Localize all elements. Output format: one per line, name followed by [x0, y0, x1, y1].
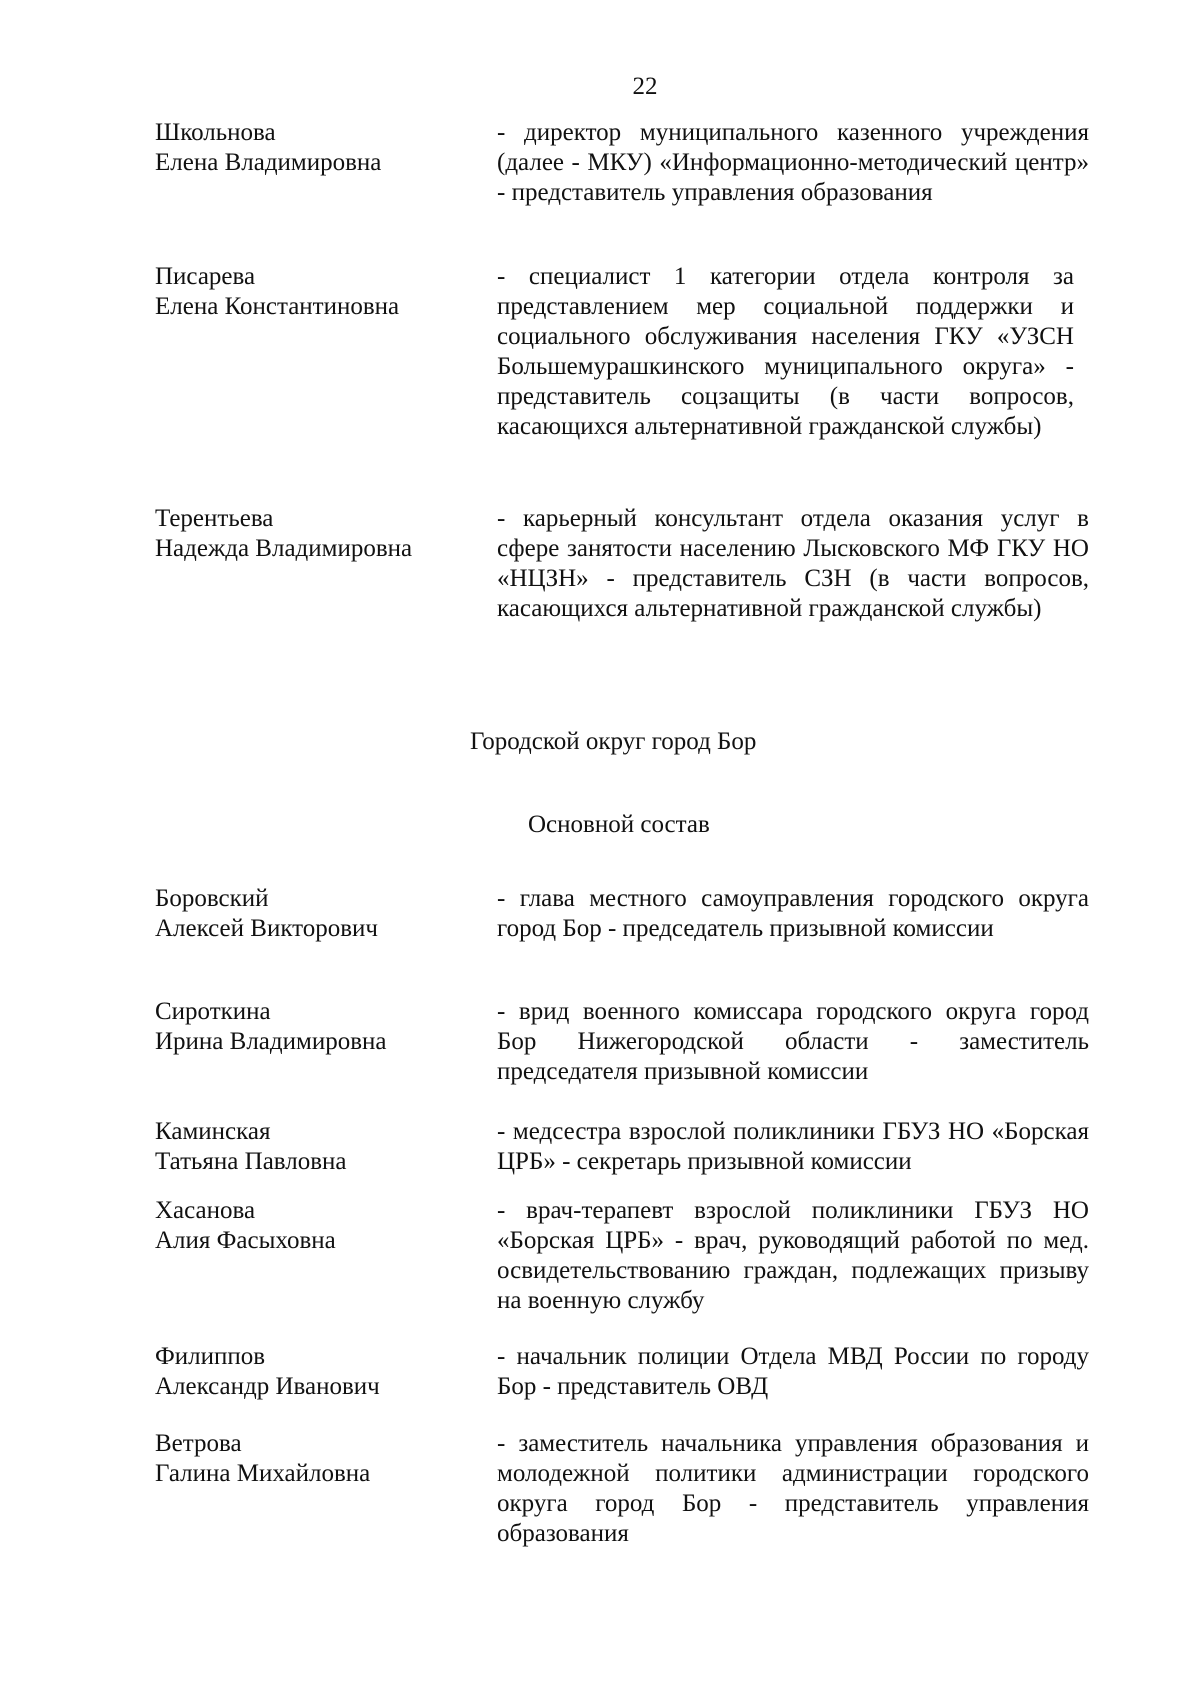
member-given-names: Ирина Владимировна — [155, 1028, 387, 1055]
member-role: - заместитель начальника управления образования и молодежной политики администрации городского округа город Бор - представитель управления образования — [497, 1430, 1089, 1547]
member-given-names: Елена Константиновна — [155, 293, 400, 320]
member-role: - директор муниципального казенного учреждения (далее - МКУ) «Информационно-методический центр» - представитель управления образования — [497, 119, 1089, 206]
member-given-names: Надежда Владимировна — [155, 535, 413, 562]
member-surname: Каминская — [155, 1118, 271, 1145]
member-surname: Ветрова — [155, 1430, 242, 1457]
member-name — [155, 884, 475, 944]
member-surname: Писарева — [155, 263, 256, 290]
member-given-names: Александр Иванович — [155, 1373, 380, 1400]
member-given-names: Галина Михайловна — [155, 1460, 371, 1487]
page-number: 22 — [632, 73, 658, 100]
member-name — [155, 1429, 475, 1489]
member-given-names: Алия Фасыховна — [155, 1227, 336, 1254]
member-surname: Филиппов — [155, 1343, 266, 1370]
member-name — [155, 118, 475, 178]
member-role: - врач-терапевт взрослой поликлиники ГБУЗ НО «Борская ЦРБ» - врач, руководящий работой по мед. освидетельствованию граждан, подлежащих призыву на военную службу — [497, 1197, 1089, 1314]
member-role: - врид военного комиссара городского округа город Бор Нижегородской области - заместитель председателя призывной комиссии — [497, 998, 1089, 1085]
member-surname: Терентьева — [155, 505, 274, 532]
member-name — [155, 1342, 475, 1402]
member-name — [155, 262, 475, 322]
member-given-names: Елена Владимировна — [155, 149, 382, 176]
member-name — [155, 997, 475, 1057]
section-title: Городской округ город Бор — [470, 728, 757, 755]
member-surname: Боровский — [155, 885, 269, 912]
member-name — [155, 504, 475, 564]
member-surname: Сироткина — [155, 998, 271, 1025]
member-role: - специалист 1 категории отдела контроля за представлением мер социальной поддержки и социального обслуживания населения ГКУ «УЗСН Большемурашкинского муниципального округа» - представитель соцзащиты (в части вопросов, касающихся альтернативной гражданской службы) — [497, 263, 1074, 440]
member-role: - начальник полиции Отдела МВД России по городу Бор - представитель ОВД — [497, 1343, 1089, 1400]
member-name — [155, 1196, 475, 1256]
member-role: - медсестра взрослой поликлиники ГБУЗ НО «Борская ЦРБ» - секретарь призывной комиссии — [497, 1118, 1089, 1175]
member-given-names: Татьяна Павловна — [155, 1148, 347, 1175]
member-surname: Хасанова — [155, 1197, 256, 1224]
member-role: - глава местного самоуправления городского округа город Бор - председатель призывной комиссии — [497, 885, 1089, 942]
member-role: - карьерный консультант отдела оказания услуг в сфере занятости населению Лысковского МФ ГКУ НО «НЦЗН» - представитель СЗН (в части вопросов, касающихся альтернативной гражданской службы) — [497, 505, 1089, 622]
member-name — [155, 1117, 475, 1177]
member-surname: Школьнова — [155, 119, 276, 146]
member-given-names: Алексей Викторович — [155, 915, 378, 942]
section-subtitle: Основной состав — [528, 811, 710, 838]
